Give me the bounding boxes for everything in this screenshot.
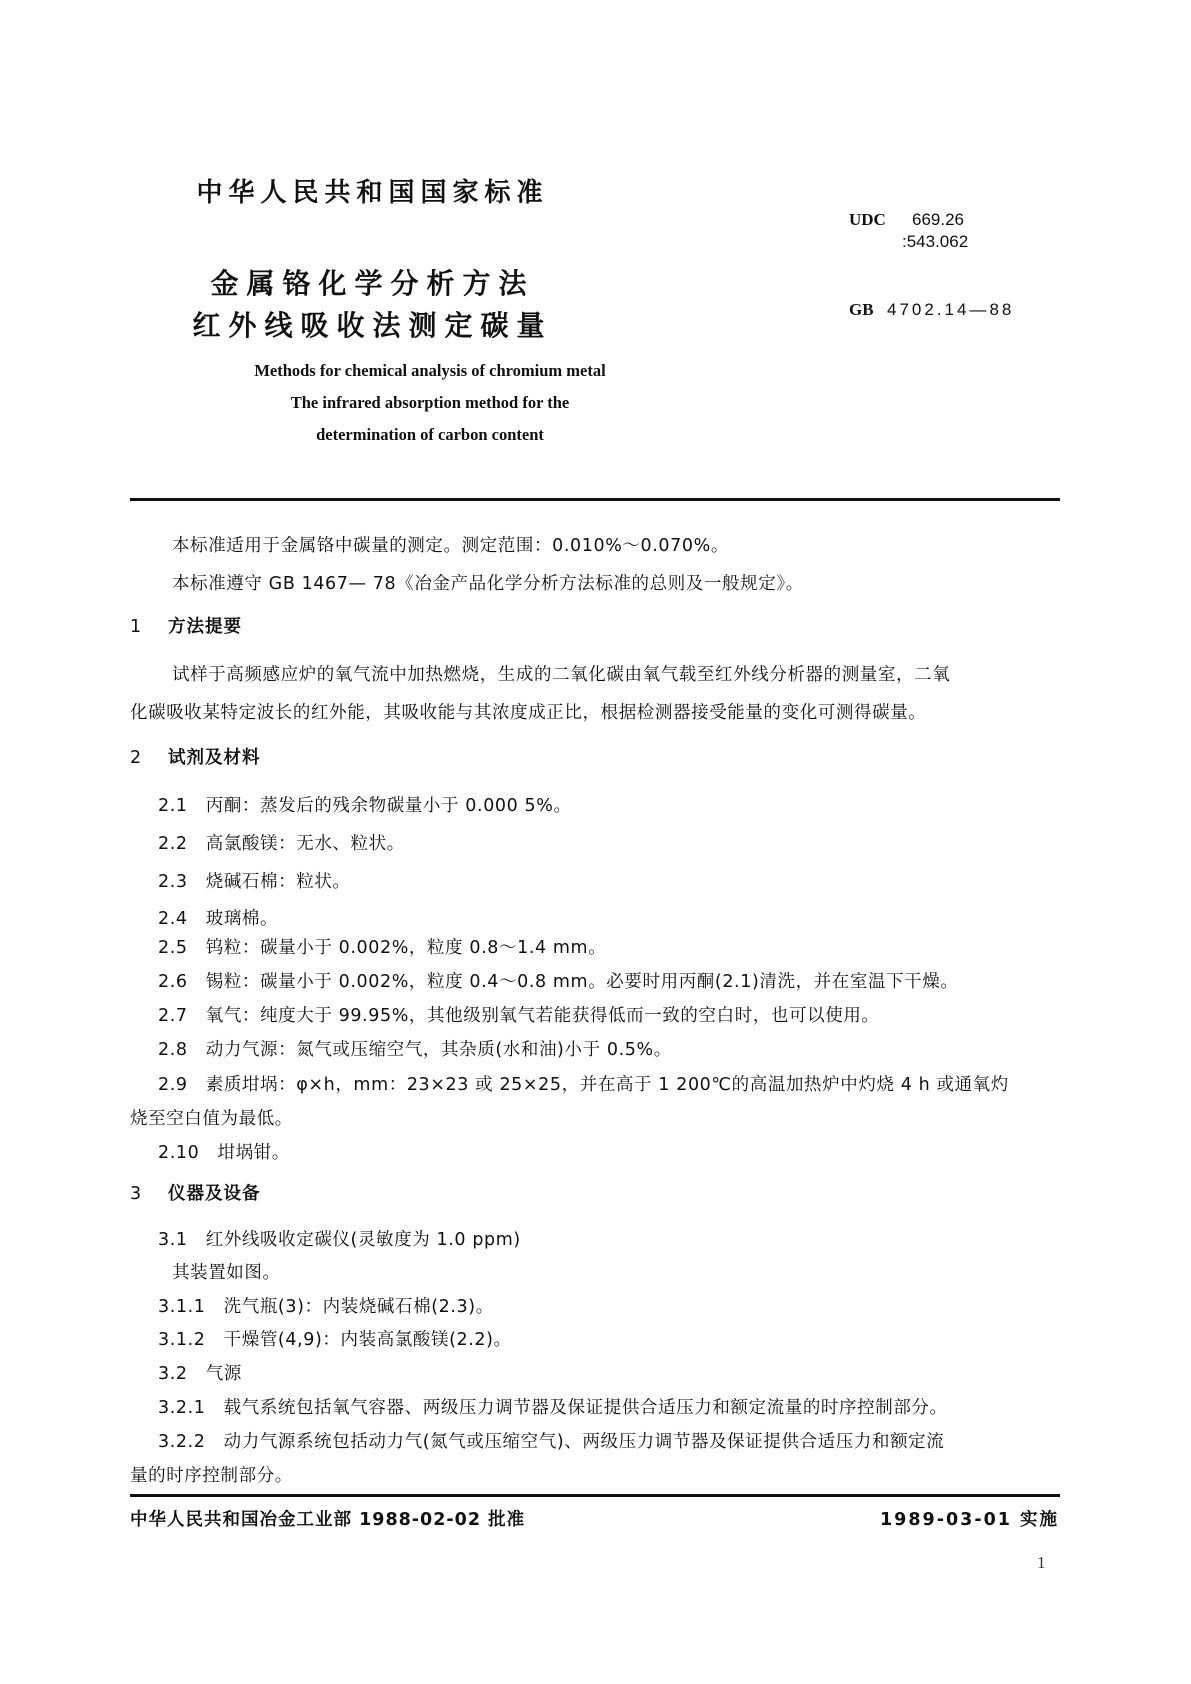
document-title-line-1: 金属铬化学分析方法 (210, 267, 535, 300)
udc-code-line-1: 669.26 (912, 210, 964, 229)
gb-standard-number: 4702.14—88 (887, 300, 1015, 319)
list-item-3-1: 3.1 红外线吸收定碳仪(灵敏度为 1.0 ppm) (158, 1230, 521, 1250)
list-item-3-2-2-line-1: 3.2.2 动力气源系统包括动力气(氮气或压缩空气)、两级压力调节器及保证提供合适压力和额定流 (158, 1432, 945, 1452)
list-item-2-3: 2.3 烧碱石棉：粒状。 (158, 872, 351, 892)
section-1-heading (130, 613, 242, 638)
english-title-line-1: Methods for chemical analysis of chromium metal (254, 361, 606, 380)
effective-date: 1989-03-01 实施 (880, 1510, 1060, 1530)
list-item-3-2-2-line-2: 量的时序控制部分。 (130, 1466, 293, 1486)
intro-compliance-line: 本标准遵守 GB 1467— 78《冶金产品化学分析方法标准的总则及一般规定》。 (172, 574, 804, 594)
udc-label: UDC (849, 210, 886, 229)
section-3-heading (130, 1180, 261, 1205)
document-title-line-2: 红外线吸收法测定碳量 (192, 309, 553, 342)
english-title-line-3: determination of carbon content (316, 425, 544, 444)
gb-label: GB (849, 300, 874, 319)
list-item-2-1: 2.1 丙酮：蒸发后的残余物碳量小于 0.000 5%。 (158, 796, 572, 816)
section-3-title: 仪器及设备 (168, 1184, 261, 1204)
list-item-2-4: 2.4 玻璃棉。 (158, 909, 279, 929)
list-item-2-9-line-1: 2.9 素质坩埚：φ×h，mm：23×23 或 25×25，并在高于 1 200℃的高温加热炉中灼烧 4 h 或通氧灼 (158, 1075, 1009, 1095)
footer-divider (130, 1494, 1060, 1497)
list-item-3-1-1: 3.1.1 洗气瓶(3)：内装烧碱石棉(2.3)。 (158, 1297, 494, 1317)
list-item-3-2-1: 3.2.1 载气系统包括氧气容器、两级压力调节器及保证提供合适压力和额定流量的时序控制部分。 (158, 1398, 948, 1418)
english-title-line-2: The infrared absorption method for the (290, 393, 570, 412)
section-2-number: 2 (130, 748, 143, 768)
list-item-2-7: 2.7 氧气：纯度大于 99.95%，其他级别氧气若能获得低而一致的空白时，也可以使用。 (158, 1006, 880, 1026)
list-item-2-2: 2.2 高氯酸镁：无水、粒状。 (158, 834, 405, 854)
list-item-2-8: 2.8 动力气源：氮气或压缩空气，其杂质(水和油)小于 0.5%。 (158, 1040, 672, 1060)
national-standard-title: 中华人民共和国国家标准 (196, 178, 549, 208)
list-item-3-1-2: 3.1.2 干燥管(4,9)：内装高氯酸镁(2.2)。 (158, 1330, 512, 1350)
page-number: 1 (1037, 1553, 1046, 1572)
intro-scope-line: 本标准适用于金属铬中碳量的测定。测定范围：0.010%～0.070%。 (172, 536, 729, 556)
section-2-title: 试剂及材料 (168, 748, 261, 768)
list-item-2-5: 2.5 钨粒：碳量小于 0.002%，粒度 0.8～1.4 mm。 (158, 938, 607, 958)
list-item-2-10: 2.10 坩埚钳。 (158, 1143, 290, 1163)
section-3-number: 3 (130, 1184, 143, 1204)
approval-statement: 中华人民共和国冶金工业部 1988-02-02 批准 (130, 1510, 526, 1530)
header-divider (130, 498, 1060, 501)
section-1-title: 方法提要 (168, 617, 242, 637)
section-2-heading (130, 744, 261, 769)
list-item-3-1-note: 其装置如图。 (172, 1263, 281, 1283)
section-1-paragraph-line-2: 化碳吸收某特定波长的红外能，其吸收能与其浓度成正比，根据检测器接受能量的变化可测得碳量。 (130, 703, 927, 723)
list-item-3-2: 3.2 气源 (158, 1364, 242, 1384)
section-1-paragraph-line-1: 试样于高频感应炉的氧气流中加热燃烧，生成的二氧化碳由氧气载至红外线分析器的测量室，二氧 (172, 665, 951, 685)
udc-code-line-2: :543.062 (902, 232, 969, 251)
section-1-number: 1 (130, 617, 143, 637)
list-item-2-6: 2.6 锡粒：碳量小于 0.002%，粒度 0.4～0.8 mm。必要时用丙酮(2.1)清洗，并在室温下干燥。 (158, 972, 959, 992)
list-item-2-9-line-2: 烧至空白值为最低。 (130, 1109, 293, 1129)
